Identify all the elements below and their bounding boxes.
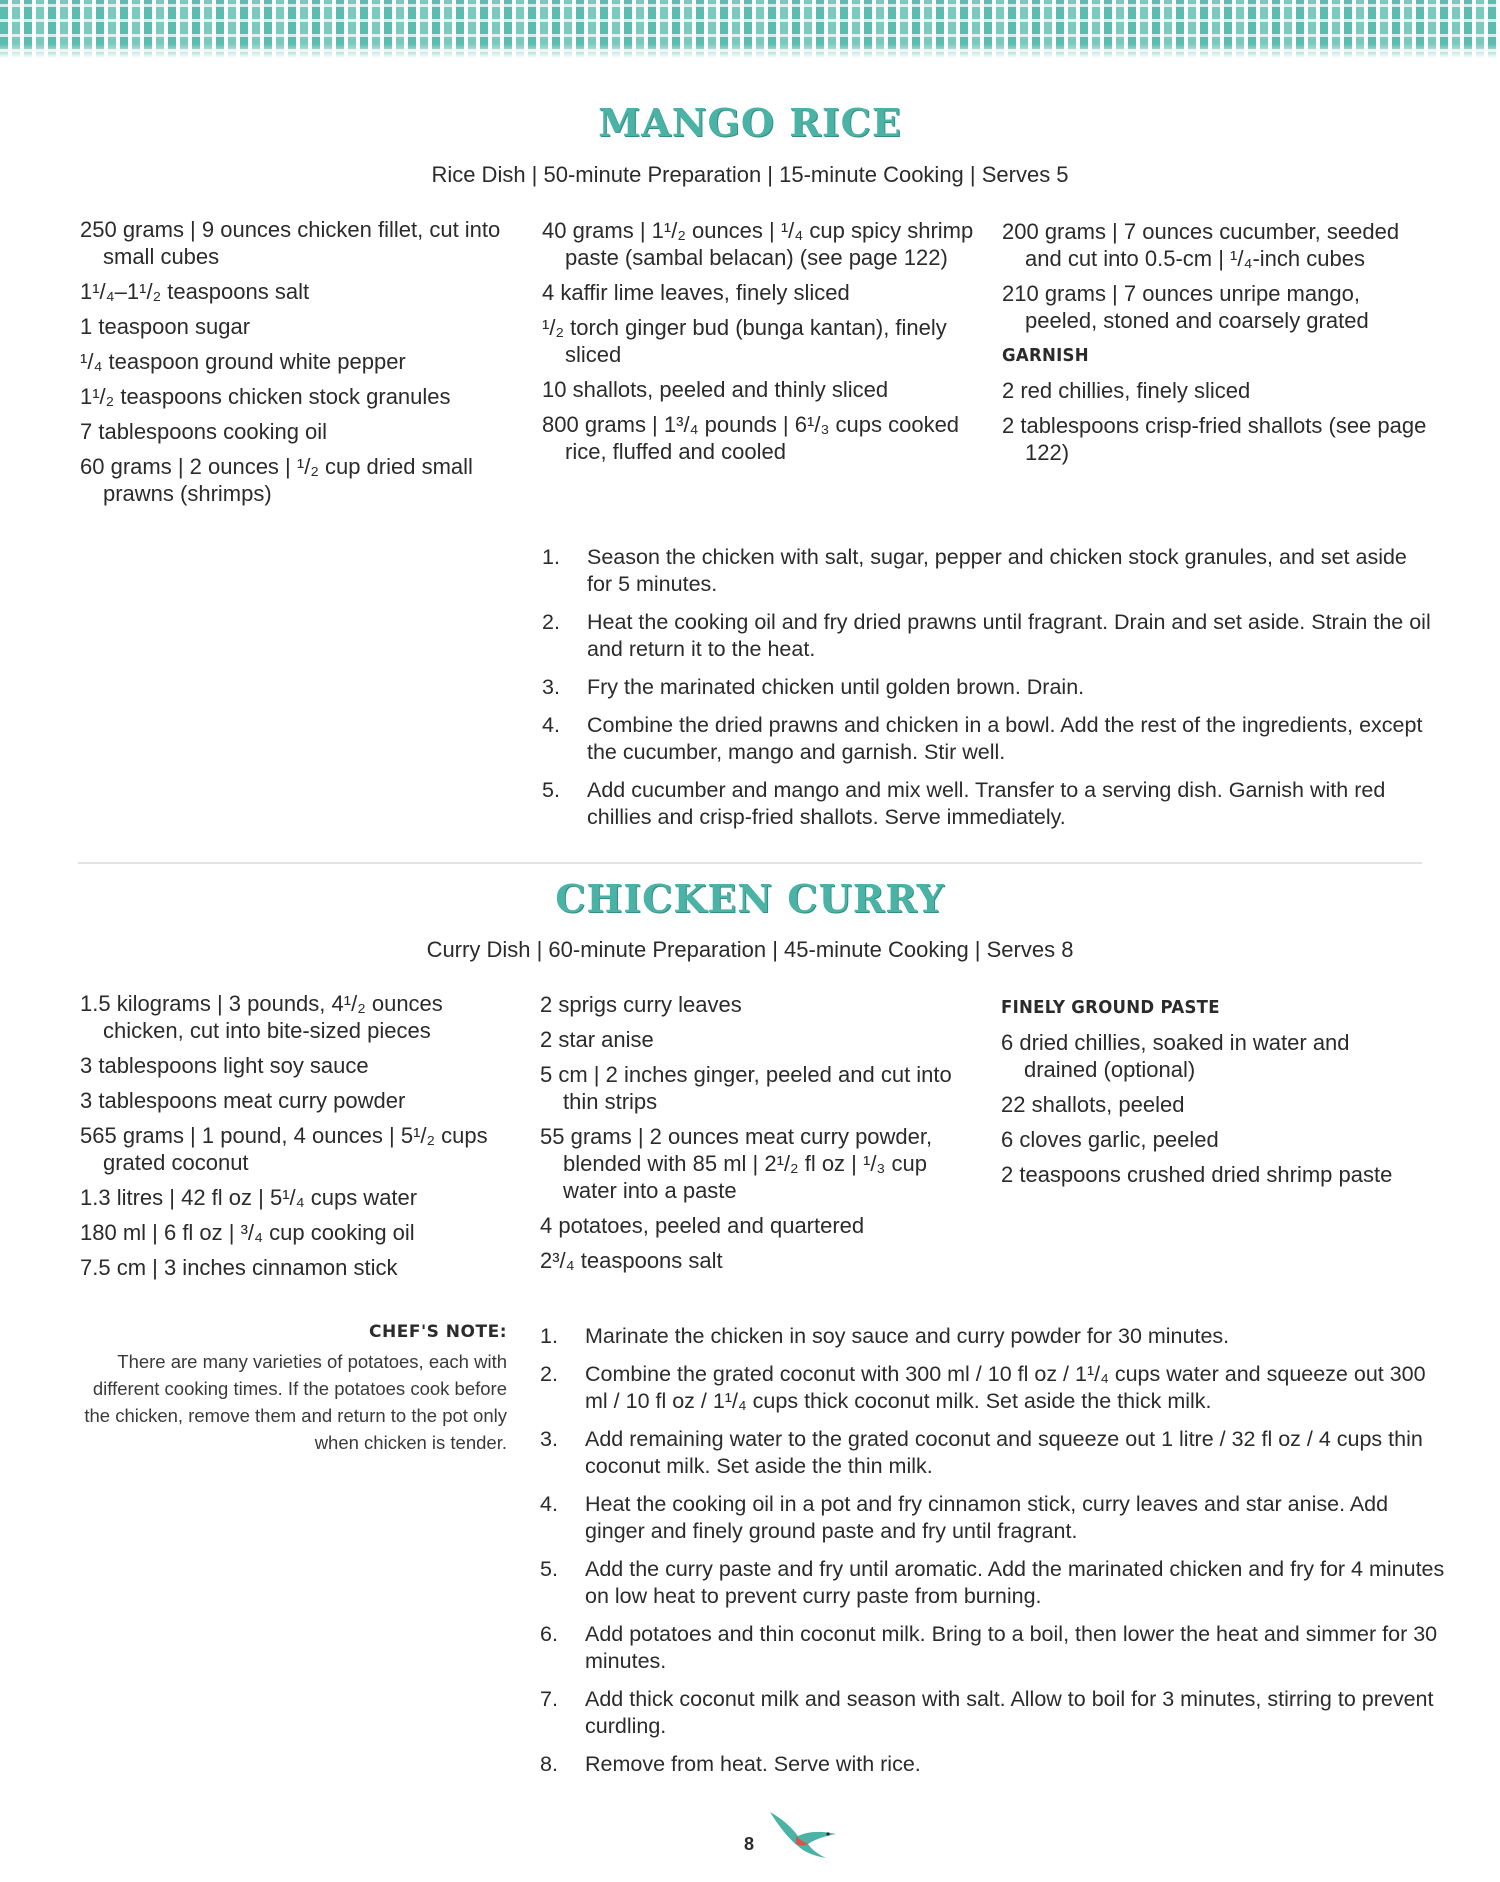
- chicken-curry-method: [540, 1323, 1445, 1789]
- ingredient: 1.3 litres | 42 fl oz | 5¹/₄ cups water: [80, 1185, 418, 1210]
- banner-fade: [0, 44, 1500, 58]
- page-number: 8: [744, 1834, 755, 1854]
- step-number: 7.: [540, 1687, 558, 1711]
- ingredient: 4 kaffir lime leaves, finely sliced: [542, 280, 850, 305]
- step-number: 5.: [542, 778, 560, 802]
- step-text: Combine the grated coconut with 300 ml / 10 fl oz / 1¹/₄ cups water and squeeze out 300 ml / 10 fl oz / 1¹/₄ cups thick coconut milk. Set aside the thick milk.: [585, 1362, 1426, 1413]
- step-text: Season the chicken with salt, sugar, pepper and chicken stock granules, and set aside for 5 minutes.: [587, 545, 1407, 596]
- method-step: [542, 609, 1432, 663]
- step-text: Fry the marinated chicken until golden brown. Drain.: [587, 675, 1085, 699]
- method-step: [542, 777, 1432, 831]
- ingredient: 2 sprigs curry leaves: [540, 992, 742, 1017]
- chefs-note-heading: CHEF'S NOTE:: [369, 1322, 507, 1342]
- mango-rice-ingredients-col2: [542, 217, 982, 473]
- method-step: [542, 712, 1432, 766]
- step-text: Combine the dried prawns and chicken in a bowl. Add the rest of the ingredients, except the cucumber, mango and garnish. Stir well.: [587, 713, 1423, 764]
- ingredient: 1 teaspoon sugar: [80, 314, 251, 339]
- mango-rice-ingredients-col1: [80, 216, 520, 515]
- ingredient: 6 cloves garlic, peeled: [1001, 1127, 1219, 1152]
- ingredient: 2 teaspoons crushed dried shrimp paste: [1001, 1162, 1393, 1187]
- step-text: Add cucumber and mango and mix well. Transfer to a serving dish. Garnish with red chillies and crisp-fried shallots. Serve immediately.: [587, 778, 1386, 829]
- ingredient: 22 shallots, peeled: [1001, 1092, 1185, 1117]
- method-step: [540, 1361, 1445, 1415]
- ingredient: ¹/₂ torch ginger bud (bunga kantan), finely sliced: [542, 315, 947, 367]
- mango-rice-ingredients-col3: [1002, 218, 1432, 474]
- ingredient: ¹/₄ teaspoon ground white pepper: [80, 349, 406, 374]
- chicken-curry-paste-col: [1001, 994, 1421, 1196]
- step-text: Heat the cooking oil in a pot and fry cinnamon stick, curry leaves and star anise. Add ginger and finely ground paste and fry until fragrant.: [585, 1492, 1389, 1543]
- ingredient: 1.5 kilograms | 3 pounds, 4¹/₂ ounces chicken, cut into bite-sized pieces: [80, 991, 443, 1043]
- chicken-curry-ingredients-col1: [80, 990, 520, 1289]
- ingredient: 2³/₄ teaspoons salt: [540, 1248, 723, 1273]
- paste-heading: FINELY GROUND PASTE: [1001, 997, 1220, 1018]
- ingredient: 200 grams | 7 ounces cucumber, seeded and cut into 0.5-cm | ¹/₄-inch cubes: [1002, 219, 1400, 271]
- step-number: 4.: [540, 1492, 558, 1516]
- step-number: 2.: [540, 1362, 558, 1386]
- step-text: Add the curry paste and fry until aromatic. Add the marinated chicken and fry for 4 minutes on low heat to prevent curry paste from burning.: [585, 1557, 1445, 1608]
- ingredient: 6 dried chillies, soaked in water and drained (optional): [1001, 1030, 1350, 1082]
- ingredient: 7.5 cm | 3 inches cinnamon stick: [80, 1255, 398, 1280]
- ingredient: 180 ml | 6 fl oz | ³/₄ cup cooking oil: [80, 1220, 415, 1245]
- method-step: [540, 1556, 1445, 1610]
- step-number: 6.: [540, 1622, 558, 1646]
- method-step: [542, 544, 1432, 598]
- method-step: [540, 1491, 1445, 1545]
- step-text: Add thick coconut milk and season with salt. Allow to boil for 3 minutes, stirring to prevent curdling.: [585, 1687, 1434, 1738]
- step-text: Remove from heat. Serve with rice.: [585, 1752, 921, 1776]
- step-number: 3.: [542, 675, 560, 699]
- recipe-title-mango-rice: MANGO RICE: [598, 100, 902, 145]
- method-step: [540, 1426, 1445, 1480]
- ingredient: 3 tablespoons light soy sauce: [80, 1053, 369, 1078]
- method-step: [540, 1323, 1445, 1350]
- ingredient: 5 cm | 2 inches ginger, peeled and cut into thin strips: [540, 1062, 952, 1114]
- step-number: 2.: [542, 610, 560, 634]
- chicken-curry-ingredients-col2: [540, 991, 980, 1282]
- section-divider: [78, 862, 1422, 864]
- ingredient: 55 grams | 2 ounces meat curry powder, blended with 85 ml | 2¹/₂ fl oz | ¹/₃ cup water into a paste: [540, 1124, 933, 1203]
- ingredient: 210 grams | 7 ounces unripe mango, peeled, stoned and coarsely grated: [1002, 281, 1369, 333]
- method-step: [540, 1621, 1445, 1675]
- chefs-note-text: There are many varieties of potatoes, each with different cooking times. If the potatoes cook before the chicken, remove them and return to the pot only when chicken is tender.: [84, 1351, 507, 1453]
- method-step: [540, 1751, 1445, 1778]
- ingredient: 4 potatoes, peeled and quartered: [540, 1213, 865, 1238]
- ingredient: 1¹/₄–1¹/₂ teaspoons salt: [80, 279, 310, 304]
- ingredient: 40 grams | 1¹/₂ ounces | ¹/₄ cup spicy shrimp paste (sambal belacan) (see page 122): [542, 218, 974, 270]
- ingredient: 800 grams | 1³/₄ pounds | 6¹/₃ cups cooked rice, fluffed and cooled: [542, 412, 960, 464]
- ingredient: 10 shallots, peeled and thinly sliced: [542, 377, 889, 402]
- ingredient: 250 grams | 9 ounces chicken fillet, cut into small cubes: [80, 217, 501, 269]
- step-number: 3.: [540, 1427, 558, 1451]
- step-text: Add remaining water to the grated coconut and squeeze out 1 litre / 32 fl oz / 4 cups thin coconut milk. Set aside the thin milk.: [585, 1427, 1423, 1478]
- step-text: Marinate the chicken in soy sauce and curry powder for 30 minutes.: [585, 1324, 1230, 1348]
- method-step: [540, 1686, 1445, 1740]
- ingredient: 60 grams | 2 ounces | ¹/₂ cup dried small prawns (shrimps): [80, 454, 473, 506]
- ingredient: 7 tablespoons cooking oil: [80, 419, 328, 444]
- step-number: 8.: [540, 1752, 558, 1776]
- chefs-note: [80, 1322, 507, 1456]
- step-number: 5.: [540, 1557, 558, 1581]
- mango-rice-method: [542, 544, 1432, 842]
- step-number: 4.: [542, 713, 560, 737]
- ingredient: 3 tablespoons meat curry powder: [80, 1088, 406, 1113]
- step-text: Heat the cooking oil and fry dried prawns until fragrant. Drain and set aside. Strain the oil and return it to the heat.: [587, 610, 1431, 661]
- ingredient: 565 grams | 1 pound, 4 ounces | 5¹/₂ cups grated coconut: [80, 1123, 488, 1175]
- step-number: 1.: [542, 545, 560, 569]
- step-number: 1.: [540, 1324, 558, 1348]
- ingredient: 2 red chillies, finely sliced: [1002, 378, 1251, 403]
- step-text: Add potatoes and thin coconut milk. Bring to a boil, then lower the heat and simmer for 30 minutes.: [585, 1622, 1438, 1673]
- ingredient: 2 star anise: [540, 1027, 654, 1052]
- garnish-heading: GARNISH: [1002, 345, 1089, 366]
- recipe-meta-mango-rice: Rice Dish | 50-minute Preparation | 15-minute Cooking | Serves 5: [431, 162, 1069, 187]
- method-step: [542, 674, 1432, 701]
- ingredient: 1¹/₂ teaspoons chicken stock granules: [80, 384, 451, 409]
- recipe-meta-chicken-curry: Curry Dish | 60-minute Preparation | 45-minute Cooking | Serves 8: [426, 937, 1074, 962]
- ingredient: 2 tablespoons crisp-fried shallots (see page 122): [1002, 413, 1427, 465]
- recipe-title-chicken-curry: CHICKEN CURRY: [555, 876, 945, 921]
- swallow-bird-icon: [766, 1806, 838, 1860]
